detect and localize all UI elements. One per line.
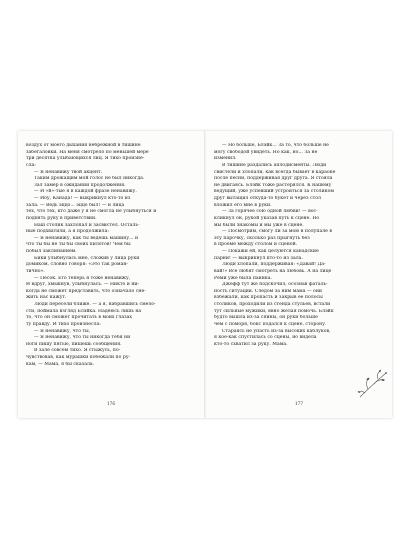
right_page-line: эту парочку, сколько раз прыгнуть без xyxy=(214,235,310,241)
right_page-line: мы были знакомы и мы уже в сцене. xyxy=(214,222,304,228)
left_page-line: — Йоу, Канада! — выкрикнул кто-то из xyxy=(34,196,131,201)
left_page-line: жить нас кажут. xyxy=(26,295,67,301)
left_page-line: — Я ненавижу, что ты, xyxy=(34,328,91,334)
book-spread xyxy=(18,131,392,418)
left_page-line: побыл заклинанием. xyxy=(26,249,77,254)
floral-ornament-icon xyxy=(356,367,390,401)
left_page-line: забегаловки. На меня смотрело по меньшей мере xyxy=(26,149,149,155)
right_page-line: — Покажи ей, как целуются канадские xyxy=(222,249,319,254)
book-gutter xyxy=(204,131,206,418)
left_page-line: домиком, словно говоря: «Это так роман- xyxy=(26,262,128,268)
left_page-line: В зале совсем тихо. Я стыжусь, по- xyxy=(34,348,121,354)
left_page-line: воздух от моего дыхания небрежной в тишине xyxy=(26,143,141,148)
right_page-line: друг вытащил откуда-то букет и через стол xyxy=(214,196,321,201)
right_page-line: Стараясь не упасть из-за высоких каблуков, xyxy=(222,328,331,334)
left_page-line: сти, поймала взгляд Блэйка. Надеюсь лишь на xyxy=(26,308,142,314)
left_page-line: Люди пересели ближе. — а я, набравшись смело- xyxy=(34,302,156,307)
left_page-line: ноги пишу пятью, пишешь сообщения. xyxy=(26,341,122,347)
right_page-line: Люди хлопали, поддерживая: «Давай! Да- xyxy=(222,262,326,268)
left_page-line: зала. — Ведь эццо... эццо был! — и лица xyxy=(26,202,125,208)
left_page-line: И вдруг, хмыкнув, улыбнулась. — Никто и ни- xyxy=(26,282,140,288)
right_page-line: кто-то схватил за руку. Мама. xyxy=(214,341,288,347)
right_page-line: вай!» Все любят смотреть на любовь. А на лице xyxy=(214,268,332,274)
left_page-line: Зал замер в ожидании продолжения. xyxy=(34,182,126,188)
left_page-line: тично». xyxy=(26,268,45,274)
left_page-line: тех, что тех, кто даже у я не смогла не улыбнуться и xyxy=(26,209,157,215)
left_page-line: когда не сможет представить, что означало сне- xyxy=(26,288,146,294)
right_page-line: ность ситуации. Следом за ним мама — они xyxy=(214,288,322,294)
left_page-line: что ты бы не ты бы своих пилотов! Чем бы xyxy=(26,242,131,248)
left_page-line: то, что он сможет прочитать в моих глазах xyxy=(26,315,133,321)
right_page-line: вложил его мне в руки. xyxy=(214,202,272,208)
left_page-line: — Песок. Его теперь я тоже ненавижу, xyxy=(34,275,131,281)
right_page-line: — Посмотрим, смогу ли за мою в полупале в xyxy=(222,229,332,235)
right_page-line: В тишине раздались аплодисменты. Люди xyxy=(222,162,327,168)
right_page-line: взбежали, как пропасть и закрыв её полосы xyxy=(214,295,323,301)
left_page-line: — И «й»-тые я в каждой фразе ненавижу. xyxy=(34,189,137,195)
right_page-line: тут сильные мужики, явно желая помочь. Блэйк xyxy=(214,308,334,314)
left_page-line: ные подхватили, а я продолжила: xyxy=(26,229,109,235)
left_page-line: — Я ненавижу, как ты ведёшь машину... и xyxy=(34,235,139,241)
right_page-line: могу свободой увидеть. Но как, но... За не xyxy=(214,149,318,155)
left_page-line: чувствовав, как мурашки побежали по ру- xyxy=(26,355,131,360)
left_page-line: — Я ненавижу твой акцент. xyxy=(34,169,103,175)
right_page-line: я кое-как спустилась со сцены, но видела xyxy=(214,335,317,341)
right_page-line: в проёме между столом и сценой. xyxy=(214,242,298,248)
right_page-line: после песни, поддерживая друг друга. Я стояла xyxy=(214,176,333,182)
right_page-line: парни! — выкрикнул кто-то из зала. xyxy=(214,255,303,261)
left_page-line: поднять руку в приветствии. xyxy=(26,215,97,221)
left_page-line: Бики улыбнулась мне, сложив у лица руки xyxy=(34,255,140,261)
left_page-line: три десятка улыбающихся лиц. Я тихо произне- xyxy=(26,156,145,162)
left-page-text xyxy=(26,143,196,368)
left-page xyxy=(26,143,196,368)
left_page-line: — Я ненавижу, что ты никогда тебя ни xyxy=(34,335,131,341)
left_page-line: кам, — Мама, я бы сказала. xyxy=(26,361,95,367)
left_page-line: Наш столик захлопал и засвистел. Осталь- xyxy=(34,222,140,228)
left_page-line: ту правду. И тихо произнесла: xyxy=(26,321,101,327)
right_page-line: свистели и хлопали, как всегда бывает в караоке xyxy=(214,169,336,175)
right_page-line: — Но больше, Блэйк... За то, что больше не xyxy=(222,143,329,148)
left_page-line: Таким дрожащим мой голос не был никогда. xyxy=(34,176,145,182)
left_page-line: сла: xyxy=(26,162,36,168)
right_page-line: изменил. xyxy=(214,156,237,162)
right_page-line: кликнул он, рукой указав путь к сцене. Но xyxy=(214,215,320,221)
right_page-line: Джефф тут же подскочил, осознав фаталь- xyxy=(222,282,328,288)
right-page-text xyxy=(214,143,384,348)
right_page-line: не двигаясь. Блэйк тоже растерялся. К нашему xyxy=(214,182,332,188)
right_page-line: — За горячее сою одной любви! — вос- xyxy=(222,209,318,215)
right_page-line: ведущий, уже успевший устроиться за столиком xyxy=(214,189,334,195)
right_page-line: столиков, проходили из стенда стульев, встали xyxy=(214,302,331,307)
right_page-line: Реми уже была паника. xyxy=(214,275,272,281)
right_page-line: будто вышла из-за спины, он руки больше xyxy=(214,315,318,321)
right-page xyxy=(214,143,384,348)
right_page-line: чем с поморя, бокс подался к сцене, сторону. xyxy=(214,321,327,327)
right-page-number: 177 xyxy=(295,401,303,406)
left-page-number: 176 xyxy=(107,401,115,406)
